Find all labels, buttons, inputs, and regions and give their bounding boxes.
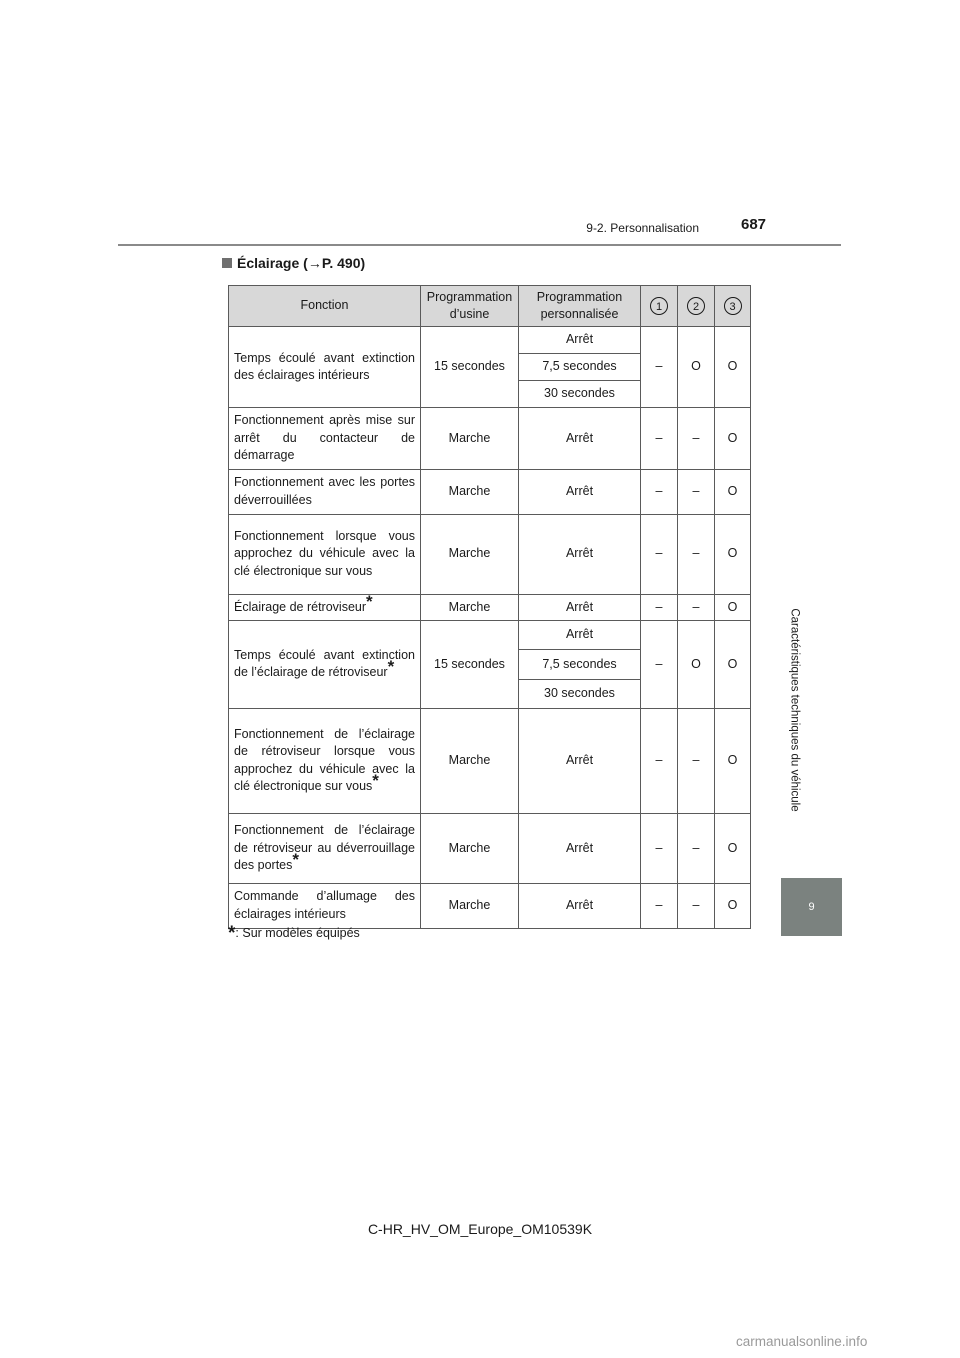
function-cell	[229, 591, 421, 621]
method-2-cell: –	[678, 408, 715, 470]
factory-setting-cell: 15 secondes	[421, 621, 519, 709]
function-cell	[229, 514, 421, 594]
header-custom-setting: Programmation personnalisée	[519, 286, 641, 327]
header-method-2	[678, 286, 715, 327]
table-row	[229, 514, 751, 594]
footnote-asterisk: *	[228, 923, 236, 944]
factory-setting-cell: Marche	[421, 514, 519, 594]
table-row	[229, 708, 751, 813]
method-3-cell: O	[715, 408, 751, 470]
function-text: Éclairage de rétroviseur	[234, 599, 367, 614]
function-cell	[229, 708, 421, 813]
square-bullet-icon	[222, 258, 232, 268]
custom-setting-cell: 30 secondes	[519, 679, 641, 708]
method-1-cell: –	[641, 883, 678, 928]
chapter-number-tab[interactable]: 9	[781, 878, 842, 936]
custom-setting-cell: Arrêt	[519, 469, 641, 514]
header-method-1	[641, 286, 678, 327]
method-1-cell: –	[641, 469, 678, 514]
method-3-cell: O	[715, 621, 751, 709]
circled-number-1-icon: 1	[650, 297, 668, 315]
function-text: Temps écoulé avant extinction de l’éclairage de rétroviseur	[234, 647, 415, 680]
method-3-cell: O	[715, 469, 751, 514]
circled-number-2-icon: 2	[687, 297, 705, 315]
custom-setting-cell: Arrêt	[519, 883, 641, 928]
table-row	[229, 621, 751, 650]
circled-number-3-icon: 3	[724, 297, 742, 315]
method-2-cell: –	[678, 883, 715, 928]
table-row	[229, 327, 751, 354]
page-number: 687	[741, 216, 767, 233]
custom-setting-cell: 30 secondes	[519, 381, 641, 408]
method-1-cell: –	[641, 327, 678, 408]
method-1-cell: –	[641, 708, 678, 813]
method-3-cell: O	[715, 813, 751, 883]
footnote-marker: *	[387, 657, 395, 677]
custom-setting-cell: Arrêt	[519, 813, 641, 883]
footnote	[228, 923, 360, 944]
custom-setting-cell: Arrêt	[519, 708, 641, 813]
method-2-cell: –	[678, 469, 715, 514]
method-3-cell: O	[715, 708, 751, 813]
method-1-cell: –	[641, 621, 678, 709]
table-row	[229, 813, 751, 883]
method-3-cell: O	[715, 327, 751, 408]
method-2-cell: –	[678, 514, 715, 594]
method-1-cell: –	[641, 514, 678, 594]
function-text: Commande d’allumage des éclairages intérieurs	[234, 889, 415, 921]
custom-setting-cell: Arrêt	[519, 594, 641, 621]
function-cell	[229, 408, 421, 470]
function-text: Fonctionnement de l’éclairage de rétroviseur lorsque vous approchez du véhicule avec la clé électronique sur vous	[234, 726, 415, 794]
factory-setting-cell: Marche	[421, 408, 519, 470]
watermark: carmanualsonline.info	[736, 1334, 868, 1349]
footnote-marker: *	[372, 771, 379, 791]
table-row	[229, 469, 751, 514]
custom-setting-cell: 7,5 secondes	[519, 354, 641, 381]
footnote-text: : Sur modèles équipés	[235, 926, 360, 940]
factory-setting-cell: Marche	[421, 813, 519, 883]
table-header-row	[229, 286, 751, 327]
factory-setting-cell: Marche	[421, 469, 519, 514]
method-2-cell: O	[678, 621, 715, 709]
table-row	[229, 883, 751, 928]
custom-setting-cell: Arrêt	[519, 327, 641, 354]
header-function: Fonction	[229, 286, 421, 327]
factory-setting-cell: 15 secondes	[421, 327, 519, 408]
section-title	[222, 255, 365, 271]
function-text: Fonctionnement avec les portes déverrouillées	[234, 475, 415, 507]
function-cell	[229, 327, 421, 408]
chapter-side-title-text: Caractéristiques techniques du véhicule	[789, 608, 802, 812]
method-3-cell: O	[715, 514, 751, 594]
method-2-cell: –	[678, 813, 715, 883]
document-code: C-HR_HV_OM_Europe_OM10539K	[367, 1221, 593, 1237]
header-factory-setting: Programmation d’usine	[421, 286, 519, 327]
table-row	[229, 408, 751, 470]
factory-setting-cell: Marche	[421, 883, 519, 928]
method-2-cell: –	[678, 708, 715, 813]
factory-setting-cell: Marche	[421, 594, 519, 621]
custom-setting-cell: Arrêt	[519, 621, 641, 650]
method-2-cell: O	[678, 327, 715, 408]
header-section-label: 9-2. Personnalisation	[586, 221, 699, 235]
chapter-side-title	[781, 560, 809, 860]
factory-setting-cell: Marche	[421, 708, 519, 813]
function-text: Fonctionnement après mise sur arrêt du contacteur de démarrage	[234, 413, 415, 462]
function-text: Fonctionnement de l’éclairage de rétroviseur au déverrouillage des portes	[234, 823, 415, 873]
function-text: Temps écoulé avant extinction des éclairages intérieurs	[234, 350, 415, 382]
method-3-cell: O	[715, 883, 751, 928]
method-1-cell: –	[641, 408, 678, 470]
function-cell	[229, 469, 421, 514]
footnote-marker: *	[292, 850, 299, 870]
custom-setting-cell: 7,5 secondes	[519, 650, 641, 679]
settings-table	[228, 285, 751, 929]
custom-setting-cell: Arrêt	[519, 514, 641, 594]
function-text: Fonctionnement lorsque vous approchez du véhicule avec la clé électronique sur vous	[234, 528, 415, 578]
method-1-cell: –	[641, 813, 678, 883]
footnote-marker: *	[366, 591, 373, 611]
function-cell	[229, 813, 421, 883]
section-title-text: Éclairage (→P. 490)	[237, 255, 366, 271]
custom-setting-cell: Arrêt	[519, 408, 641, 470]
method-2-cell: –	[678, 594, 715, 621]
function-cell	[229, 883, 421, 928]
table-row	[229, 594, 751, 621]
header-method-3	[715, 286, 751, 327]
method-1-cell: –	[641, 594, 678, 621]
function-cell	[229, 621, 421, 709]
header-divider	[118, 244, 841, 246]
method-3-cell: O	[715, 594, 751, 621]
